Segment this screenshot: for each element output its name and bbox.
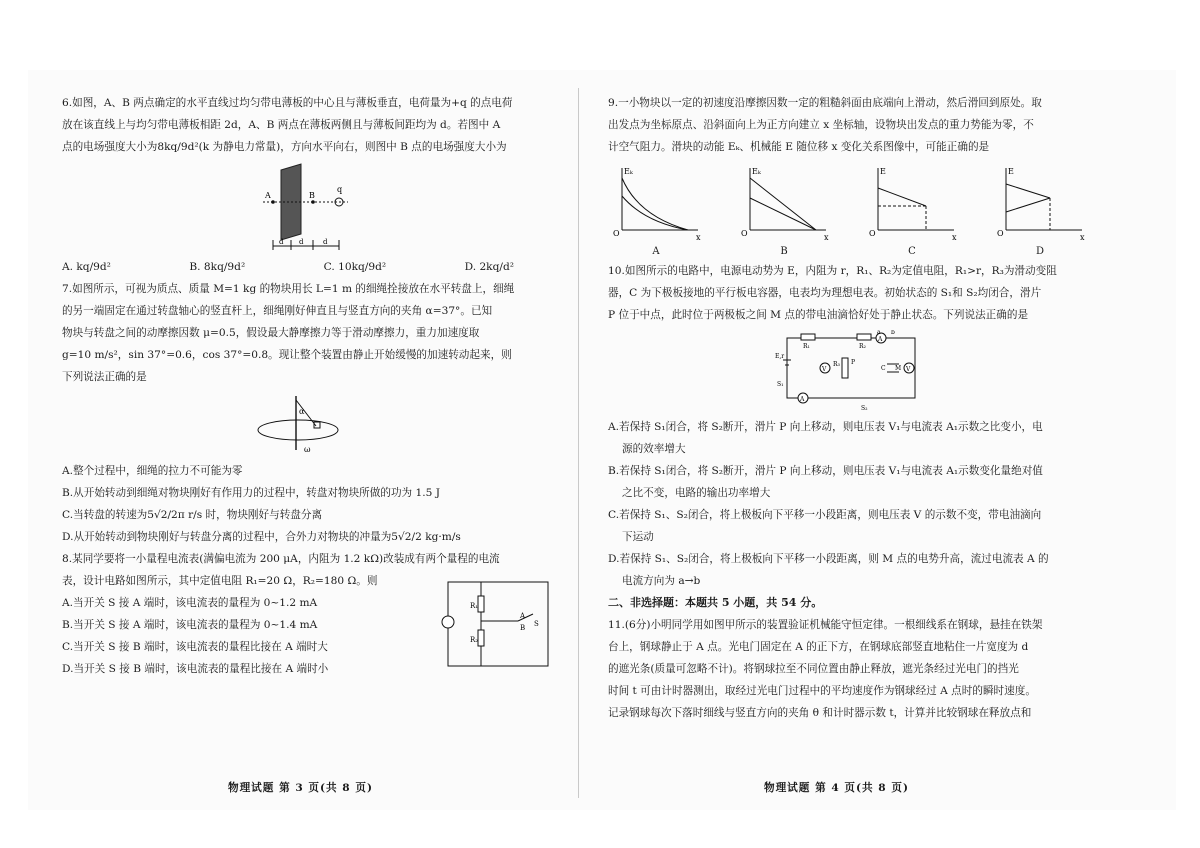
q8-option-d[interactable]: D.当开关 S 接 B 端时，该电流表的量程比接在 A 端时小 <box>62 663 329 675</box>
q11-line-5: 记录钢球每次下落时细线与竖直方向的夹角 θ 和计时器示数 t，计算并比较钢球在释放点和 <box>608 707 1032 719</box>
q9-graph-d-ylabel: E <box>1008 167 1014 176</box>
svg-text:q: q <box>337 185 343 194</box>
svg-text:A: A <box>520 612 526 620</box>
q10-circuit-figure <box>608 330 1088 412</box>
svg-text:B: B <box>309 191 315 200</box>
q9-graph-b[interactable] <box>736 164 832 258</box>
column-divider <box>578 88 579 798</box>
q7-option-c[interactable]: C.当转盘的转速为5√2/2π r/s 时，物块刚好与转盘分离 <box>62 509 323 521</box>
svg-text:E,r: E,r <box>775 353 785 360</box>
q11-line-1: 11.(6分)小明同学用如图甲所示的装置验证机械能守恒定律。一根细线系在钢球，悬挂在铁架 <box>608 619 1043 631</box>
svg-text:d: d <box>323 238 328 246</box>
svg-text:b: b <box>891 330 895 336</box>
q9-graph-c[interactable] <box>864 164 960 258</box>
svg-text:R₁: R₁ <box>803 343 810 350</box>
svg-text:α: α <box>299 407 305 416</box>
q8-option-a[interactable]: A.当开关 S 接 A 端时，该电流表的量程为 0~1.2 mA <box>62 597 318 609</box>
svg-text:O: O <box>741 229 748 238</box>
q11-line-3: 的遮光条(质量可忽略不计)。将钢球拉至不同位置由静止释放，遮光条经过光电门的挡光 <box>608 663 1019 675</box>
q8-circuit-figure <box>438 574 558 682</box>
q9-line-3: 计空气阻力。滑块的动能 Eₖ、机械能 E 随位移 x 变化关系图像中，可能正确的是 <box>608 141 990 153</box>
svg-text:R₁: R₁ <box>470 602 479 610</box>
q6-line-3: 点的电场强度大小为8kq/9d²(k 为静电力常量)，方向水平向右，则图中 B 点的电场强度大小为 <box>62 141 507 153</box>
q10-option-b-2[interactable]: 之比不变，电路的输出功率增大 <box>622 487 771 499</box>
q7-figure <box>62 392 554 456</box>
q9-graph-a-ylabel: Eₖ <box>624 167 633 176</box>
question-9 <box>608 92 1088 258</box>
q9-line-2: 出发点为坐标原点、沿斜面向上为正方向建立 x 坐标轴，设物块出发点的重力势能为零，不 <box>608 119 1034 131</box>
question-6 <box>62 92 554 278</box>
q7-option-d[interactable]: D.从开始转动到物块刚好与转盘分离的过程中，合外力对物块的冲量为5√2/2 kg·m/s <box>62 531 461 543</box>
question-7 <box>62 278 554 548</box>
q10-option-d-2[interactable]: 电流方向为 a→b <box>622 575 701 587</box>
q7-option-a[interactable]: A.整个过程中，细绳的拉力不可能为零 <box>62 465 243 477</box>
q6-option-d[interactable]: D. 2kq/d² <box>464 261 514 273</box>
q8-line-1: 8.某同学要将一小量程电流表(满偏电流为 200 μA，内阻为 1.2 kΩ)改装成有两个量程的电流 <box>62 553 500 565</box>
svg-text:O: O <box>869 229 876 238</box>
q9-line-1: 9.一小物块以一定的初速度沿摩擦因数一定的粗糙斜面由底端向上滑动，然后滑回到原处。取 <box>608 97 1042 109</box>
q11-line-2: 台上，钢球静止于 A 点。光电门固定在 A 的正下方，在钢球底部竖直地粘住一片宽度为 d <box>608 641 1029 653</box>
svg-text:V: V <box>822 366 827 373</box>
q9-graph-a[interactable] <box>608 164 704 258</box>
q7-option-b[interactable]: B.从开始转动到细绳对物块刚好有作用力的过程中，转盘对物块所做的功为 1.5 J <box>62 487 440 499</box>
q10-option-d-1[interactable]: D.若保持 S₁、S₂闭合，将上极板向下平移一小段距离，则 M 点的电势升高，流过电流表 A 的 <box>608 553 1049 565</box>
svg-text:S₁: S₁ <box>777 381 784 388</box>
q7-line-3: 物块与转盘之间的动摩擦因数 μ=0.5，假设最大静摩擦力等于滑动摩擦力，重力加速度取 <box>62 327 480 339</box>
svg-text:A: A <box>878 336 883 343</box>
q6-line-2: 放在该直线上与均匀带电薄板相距 2d，A、B 两点在薄板两侧且与薄板间距均为 d。若图中 A <box>62 119 501 131</box>
svg-text:R₂: R₂ <box>470 636 479 644</box>
q10-option-a-2[interactable]: 源的效率增大 <box>622 443 686 455</box>
q9-graph-c-label: C <box>908 246 916 257</box>
q9-graph-row <box>608 164 1088 258</box>
svg-text:x: x <box>696 233 701 242</box>
question-10 <box>608 260 1088 592</box>
q8-option-b[interactable]: B.当开关 S 接 A 端时，该电流表的量程为 0~1.4 mA <box>62 619 318 631</box>
q10-option-c-1[interactable]: C.若保持 S₁、S₂闭合，将上极板向下平移一小段距离，则电压表 V 的示数不变，带电油滴向 <box>608 509 1042 521</box>
question-11 <box>608 614 1088 724</box>
q7-line-5: 下列说法正确的是 <box>62 371 147 383</box>
svg-text:ω: ω <box>304 445 311 454</box>
svg-text:R₂: R₂ <box>859 343 866 350</box>
q6-options <box>62 256 554 278</box>
q9-graph-b-ylabel: Eₖ <box>752 167 761 176</box>
svg-text:A: A <box>800 396 805 403</box>
q9-graph-c-ylabel: E <box>880 167 886 176</box>
q9-graph-b-label: B <box>780 246 788 257</box>
svg-text:P: P <box>851 359 856 366</box>
q7-line-2: 的另一端固定在通过转盘轴心的竖直杆上，细绳刚好伸直且与竖直方向的夹角 α=37°。已知 <box>62 305 493 317</box>
svg-text:B: B <box>520 624 526 632</box>
svg-text:C: C <box>881 365 886 372</box>
q8-option-c[interactable]: C.当开关 S 接 B 端时，该电流表的量程比接在 A 端时大 <box>62 641 328 653</box>
q6-option-a[interactable]: A. kq/9d² <box>62 261 111 273</box>
q10-line-3: P 位于中点，此时位于两极板之间 M 点的带电油滴恰好处于静止状态。下列说法正确的是 <box>608 309 1029 321</box>
q10-option-a-1[interactable]: A.若保持 S₁闭合，将 S₂断开，滑片 P 向上移动，则电压表 V₁与电流表 A₁示数之比变小，电 <box>608 421 1043 433</box>
svg-text:O: O <box>613 229 620 238</box>
q10-line-1: 10.如图所示的电路中，电源电动势为 E，内阻为 r，R₁、R₂为定值电阻，R₁>r，R₃为滑动变阻 <box>608 265 1057 277</box>
q6-option-c[interactable]: C. 10kq/9d² <box>323 261 387 273</box>
q6-line-1: 6.如图，A、B 两点确定的水平直线过均匀带电薄板的中心且与薄板垂直，电荷量为+q 的点电荷 <box>62 97 513 109</box>
q11-line-4: 时间 t 可由计时器测出，取经过光电门过程中的平均速度作为钢球经过 A 点时的瞬时速度。 <box>608 685 1036 697</box>
svg-text:A: A <box>265 191 271 200</box>
q9-graph-d[interactable] <box>992 164 1088 258</box>
svg-text:d: d <box>279 238 284 246</box>
q9-graph-a-label: A <box>652 246 660 257</box>
q9-graph-d-label: D <box>1035 246 1045 257</box>
footer-page-3: 物理试题 第 3 页(共 8 页) <box>228 782 373 794</box>
svg-text:R₃: R₃ <box>833 361 840 368</box>
svg-text:M: M <box>895 365 902 372</box>
svg-text:V: V <box>906 366 911 373</box>
svg-text:S₂: S₂ <box>861 405 868 412</box>
svg-text:x: x <box>824 233 829 242</box>
question-8 <box>62 548 554 680</box>
svg-text:x: x <box>952 233 957 242</box>
svg-text:d: d <box>299 238 304 246</box>
q10-option-c-2[interactable]: 下运动 <box>622 531 654 543</box>
footer-page-4: 物理试题 第 4 页(共 8 页) <box>764 782 909 794</box>
svg-text:S: S <box>534 620 539 628</box>
q8-line-2: 表，设计电路如图所示，其中定值电阻 R₁=20 Ω，R₂=180 Ω。则 <box>62 575 378 587</box>
q10-line-2: 器，C 为下极板接地的平行板电容器，电表均为理想电表。初始状态的 S₁和 S₂均闭合，滑片 <box>608 287 1042 299</box>
svg-text:a: a <box>877 330 881 336</box>
q6-figure <box>62 162 554 252</box>
q6-option-b[interactable]: B. 8kq/9d² <box>189 261 246 273</box>
svg-text:x: x <box>1080 233 1085 242</box>
left-column <box>62 92 554 680</box>
q10-option-b-1[interactable]: B.若保持 S₁闭合，将 S₂断开，滑片 P 向上移动，则电压表 V₁与电流表 A₁示数变化量绝对值 <box>608 465 1043 477</box>
section-heading: 二、非选择题：本题共 5 小题，共 54 分。 <box>608 596 823 609</box>
q7-line-4: g=10 m/s²，sin 37°=0.6，cos 37°=0.8。现让整个装置由静止开始缓慢的加速转动起来，则 <box>62 349 512 361</box>
q7-line-1: 7.如图所示，可视为质点、质量 M=1 kg 的物块用长 L=1 m 的细绳拴接放在水平转盘上，细绳 <box>62 283 515 295</box>
svg-text:O: O <box>997 229 1004 238</box>
right-column <box>608 92 1088 724</box>
